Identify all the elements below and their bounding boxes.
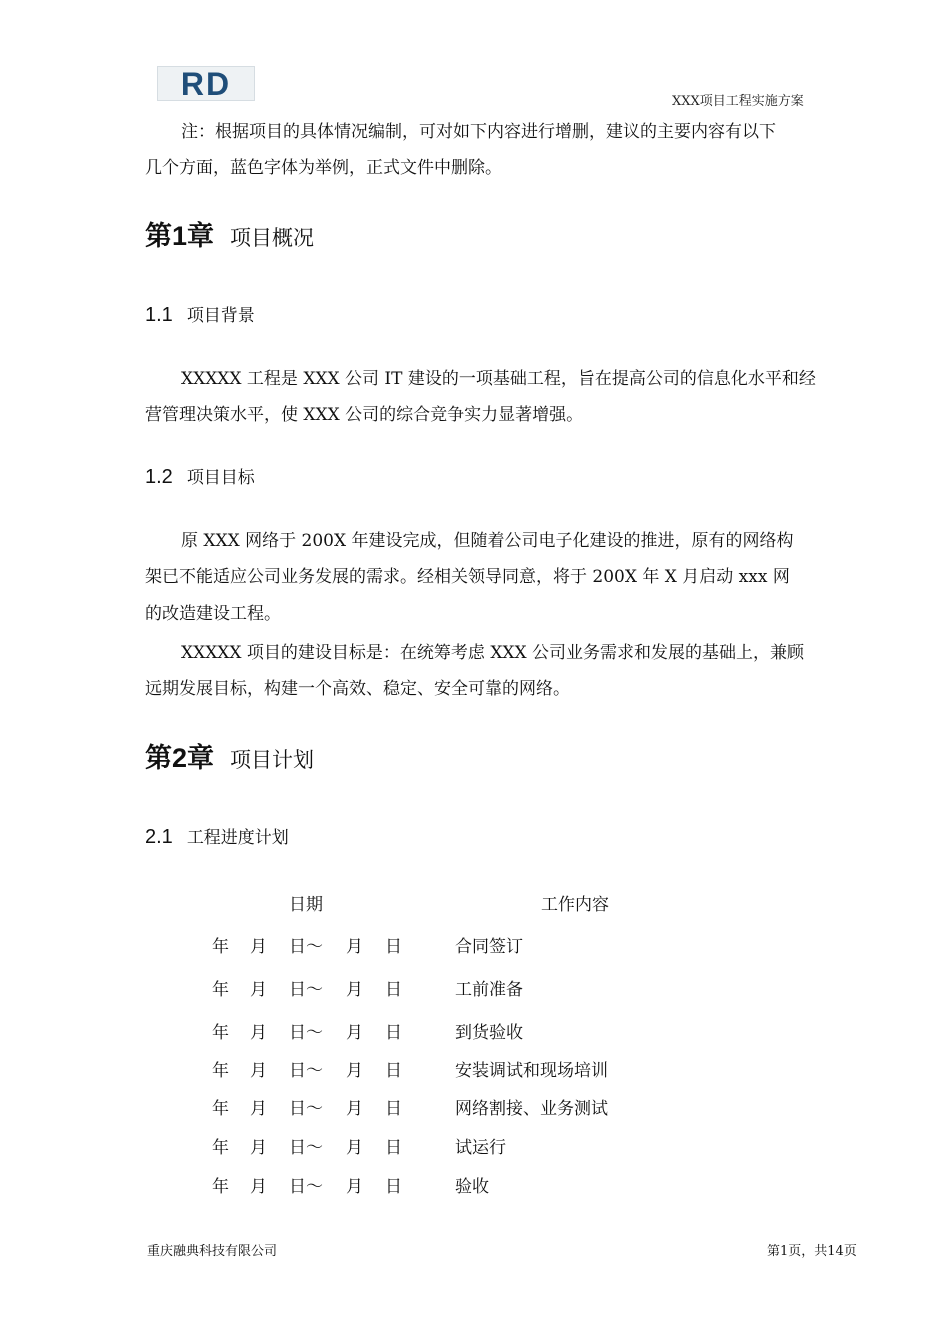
schedule-date-part: 月 <box>346 1138 363 1158</box>
schedule-header-work: 工作内容 <box>541 895 609 915</box>
schedule-date-part: 年 <box>212 1023 229 1043</box>
background-line-1: XXXXX 工程是 XXX 公司 IT 建设的一项基础工程，旨在提高公司的信息化水平和经 <box>181 369 816 389</box>
schedule-date-part: 日 <box>385 1099 402 1119</box>
schedule-work-item: 工前准备 <box>455 980 523 1000</box>
section-1-1-title: 项目背景 <box>186 306 255 325</box>
company-logo <box>157 66 255 101</box>
schedule-date-part: 日 <box>385 1061 402 1081</box>
section-2-1-title: 工程进度计划 <box>186 828 289 847</box>
header-doc-title: XXX项目工程实施方案 <box>672 94 804 109</box>
note-line-2: 几个方面，蓝色字体为举例，正式文件中删除。 <box>145 158 502 178</box>
schedule-header-date: 日期 <box>289 895 323 915</box>
schedule-date-part: 月 <box>250 1177 267 1197</box>
schedule-date-part: 日 <box>385 1023 402 1043</box>
schedule-date-part: 日 <box>385 980 402 1000</box>
schedule-date-part: 日～ <box>289 980 323 1000</box>
footer-company: 重庆融典科技有限公司 <box>147 1244 278 1259</box>
schedule-date-part: 年 <box>212 1177 229 1197</box>
schedule-date-part: 年 <box>212 980 229 1000</box>
schedule-work-item: 试运行 <box>455 1138 506 1158</box>
goal-p1-line-2: 架已不能适应公司业务发展的需求。经相关领导同意，将于 200X 年 X 月启动 xxx 网 <box>145 567 790 587</box>
background-line-2: 营管理决策水平，使 XXX 公司的综合竞争实力显著增强。 <box>145 405 584 425</box>
schedule-date-part: 月 <box>346 1023 363 1043</box>
schedule-date-part: 日 <box>385 937 402 957</box>
schedule-date-part: 月 <box>250 1099 267 1119</box>
schedule-work-item: 合同签订 <box>455 937 523 957</box>
schedule-date-part: 月 <box>346 1061 363 1081</box>
section-1-2-heading <box>145 463 255 489</box>
section-2-1-heading <box>145 823 289 849</box>
schedule-date-part: 日～ <box>289 1177 323 1197</box>
goal-p2-line-1: XXXXX 项目的建设目标是：在统筹考虑 XXX 公司业务需求和发展的基础上，兼顾 <box>181 643 805 663</box>
schedule-date-part: 年 <box>212 1061 229 1081</box>
schedule-date-part: 月 <box>346 1099 363 1119</box>
goal-p1-line-1: 原 XXX 网络于 200X 年建设完成，但随着公司电子化建设的推进，原有的网络构 <box>181 531 794 551</box>
schedule-date-part: 年 <box>212 937 229 957</box>
chapter-1-number: 第1章 <box>145 221 215 251</box>
goal-p2-line-2: 远期发展目标，构建一个高效、稳定、安全可靠的网络。 <box>145 679 570 699</box>
schedule-date-part: 日～ <box>289 1138 323 1158</box>
schedule-date-part: 月 <box>346 937 363 957</box>
schedule-date-part: 月 <box>346 1177 363 1197</box>
section-1-1-heading <box>145 301 255 327</box>
chapter-1-title: 项目概况 <box>230 227 315 250</box>
section-2-1-number: 2.1 <box>145 826 173 848</box>
schedule-work-item: 到货验收 <box>455 1023 523 1043</box>
schedule-date-part: 日～ <box>289 937 323 957</box>
schedule-date-part: 月 <box>250 980 267 1000</box>
schedule-date-part: 年 <box>212 1099 229 1119</box>
schedule-date-part: 日～ <box>289 1099 323 1119</box>
chapter-1-heading <box>145 214 314 253</box>
schedule-date-part: 月 <box>250 1023 267 1043</box>
schedule-date-part: 月 <box>346 980 363 1000</box>
schedule-date-part: 日 <box>385 1177 402 1197</box>
schedule-date-part: 日 <box>385 1138 402 1158</box>
schedule-work-item: 网络割接、业务测试 <box>455 1099 608 1119</box>
section-1-1-number: 1.1 <box>145 304 173 326</box>
logo-text: RD <box>180 65 232 102</box>
section-1-2-number: 1.2 <box>145 466 173 488</box>
schedule-date-part: 月 <box>250 937 267 957</box>
goal-p1-line-3: 的改造建设工程。 <box>145 604 281 624</box>
chapter-2-heading <box>145 736 314 775</box>
schedule-date-part: 日～ <box>289 1023 323 1043</box>
section-1-2-title: 项目目标 <box>186 468 255 487</box>
schedule-work-item: 安装调试和现场培训 <box>455 1061 608 1081</box>
note-line-1: 注：根据项目的具体情况编制，可对如下内容进行增删，建议的主要内容有以下 <box>181 122 776 142</box>
schedule-date-part: 日～ <box>289 1061 323 1081</box>
schedule-work-item: 验收 <box>455 1177 489 1197</box>
chapter-2-title: 项目计划 <box>230 749 315 772</box>
schedule-date-part: 月 <box>250 1138 267 1158</box>
schedule-date-part: 月 <box>250 1061 267 1081</box>
footer-page-number: 第1页，共14页 <box>767 1244 857 1259</box>
schedule-date-part: 年 <box>212 1138 229 1158</box>
chapter-2-number: 第2章 <box>145 743 215 773</box>
